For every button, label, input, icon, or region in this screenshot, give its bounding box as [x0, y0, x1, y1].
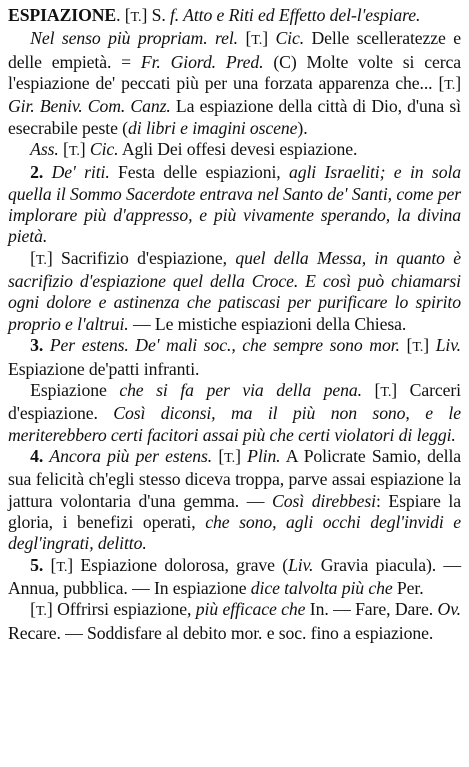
text-run: Per estens. De' mali soc., che sempre sono mor. — [49, 335, 400, 356]
text-run: ] — [235, 445, 248, 466]
text-run: ] S. — [141, 5, 170, 25]
text-run: — Le mistiche espiazioni della Chiesa. — [128, 313, 407, 334]
text-run: In. — Fare, Dare. — [305, 599, 438, 620]
text-run: ] — [79, 139, 90, 160]
text-run: Cic. — [275, 28, 305, 49]
sense-absolute — [8, 139, 461, 162]
text-run: agli Israeliti; e in sola quella il Sommo Sacerdote entrava nel Santo de' Santi, come per implorare più d'appresso, e più vivamente sperando, la divina pietà. — [8, 162, 462, 247]
text-run: T. — [56, 558, 68, 575]
text-run: che si fa per via della pena. — [119, 379, 362, 400]
sense-offer-expiation — [8, 599, 461, 644]
text-run: Cic. — [89, 139, 119, 160]
text-run: Delle scelleratezze e delle empietà. = — [8, 28, 461, 72]
text-run: 4. — [30, 445, 50, 466]
text-run: T. — [224, 449, 236, 466]
text-run: [ — [50, 554, 57, 575]
text-run: quel della Messa, in quanto è sacrifizio d'espiazione quel della Croce. E così può chiamarsi ogni dolore e astinenza che patiscasi per purificare lo spirito proprio e l'altrui. — [8, 247, 462, 334]
text-run: [ — [361, 379, 381, 400]
text-run: ] — [455, 73, 461, 94]
text-run: Recare. — Soddisfare al debito mor. e soc. fino a espiazione. — [8, 622, 434, 643]
text-run: Espiazione — [30, 379, 120, 400]
text-run: ] — [262, 28, 276, 49]
text-run: : Espiare la gloria, i benefizi operati, — [8, 490, 461, 532]
text-run: Liv. — [435, 335, 461, 356]
text-run: ] Espiazione dolorosa, grave ( — [67, 554, 289, 575]
text-run: ). — [297, 117, 308, 138]
text-run: Gravia piacula). — Annua, pubblica. — In espiazione — [8, 554, 462, 598]
text-run: ] — [423, 335, 436, 356]
text-run: [ — [212, 445, 225, 466]
text-run: De' riti. — [51, 162, 110, 183]
text-run: Ass. — [30, 139, 59, 160]
sense-penalty — [8, 380, 461, 446]
text-run: Fr. Giord. Pred. — [140, 51, 264, 72]
text-run: T. — [35, 251, 47, 268]
sense-sacrifice — [8, 248, 461, 335]
text-run: ] Carceri d'espiazione. — [8, 379, 461, 424]
text-run: dice talvolta più che — [250, 577, 393, 598]
entry-headword: ESPIAZIONE — [8, 5, 117, 25]
text-run: che sono, agli occhi degl'invidi e degl'ingrati, delitto. — [8, 511, 462, 554]
text-run: Festa delle espiazioni, — [109, 162, 289, 183]
text-run: di libri e imagini oscene — [127, 117, 298, 138]
text-run: Così diconsi, ma il più non sono, e le meriterebbero certi facitori assai più che certi violatori di leggi. — [8, 403, 461, 445]
text-run: Plin. — [247, 445, 281, 466]
text-run: T. — [380, 383, 392, 400]
text-run: (C) Molte volte si cerca l'espiazione de' peccati più per una forzata apparenza che... [ — [8, 51, 461, 94]
text-run: Nel senso più propriam. rel. — [30, 28, 239, 49]
sense-proper-meaning — [8, 28, 461, 139]
text-run: T. — [444, 77, 456, 94]
text-run: A Policrate Samio, della sua felicità ch'egli stesso diceva troppa, parve assai espiazione la jattura volontaria d'una gemma. — — [8, 445, 462, 511]
text-run: T. — [130, 9, 142, 25]
text-run: ] Offrirsi espiazione, — [46, 599, 196, 620]
text-run: Gir. Beniv. Com. Canz. — [8, 96, 171, 117]
sense-3-extension — [8, 335, 461, 380]
text-run: T. — [412, 339, 424, 356]
text-run: Ov. — [437, 599, 461, 620]
text-run: Agli Dei offesi devesi espiazione. — [118, 139, 358, 160]
entry-headword-definition — [8, 5, 461, 28]
text-run: 2. — [30, 162, 52, 183]
text-run: . [ — [116, 5, 131, 25]
sense-4-further-extension — [8, 446, 461, 555]
text-run: Ancora più per estens. — [49, 445, 213, 466]
text-run: f. Atto e Riti ed Effetto del-l'espiare. — [169, 5, 421, 25]
text-run: T. — [68, 143, 80, 160]
text-run: [ — [58, 139, 69, 160]
text-run: La espiazione della città di Dio, d'una sì esecrabile peste ( — [8, 96, 461, 138]
text-run: [ — [30, 599, 36, 620]
text-run: Espiazione de'patti infranti. — [8, 358, 200, 379]
text-run: [ — [238, 28, 252, 49]
text-run: Per. — [392, 577, 424, 598]
text-run: [ — [30, 247, 36, 268]
sense-2-rites — [8, 162, 461, 247]
text-run: T. — [35, 603, 47, 620]
text-run: ] Sacrifizio d'espiazione, — [46, 247, 236, 268]
text-run: 5. — [30, 554, 51, 575]
sense-5-qualifiers — [8, 555, 461, 600]
text-run: Così direbbesi — [272, 490, 376, 511]
text-run: 3. — [30, 335, 50, 356]
text-run: [ — [399, 335, 413, 356]
text-run: più efficace che — [195, 599, 306, 620]
text-run: Liv. — [288, 554, 314, 575]
text-run: T. — [251, 32, 263, 49]
